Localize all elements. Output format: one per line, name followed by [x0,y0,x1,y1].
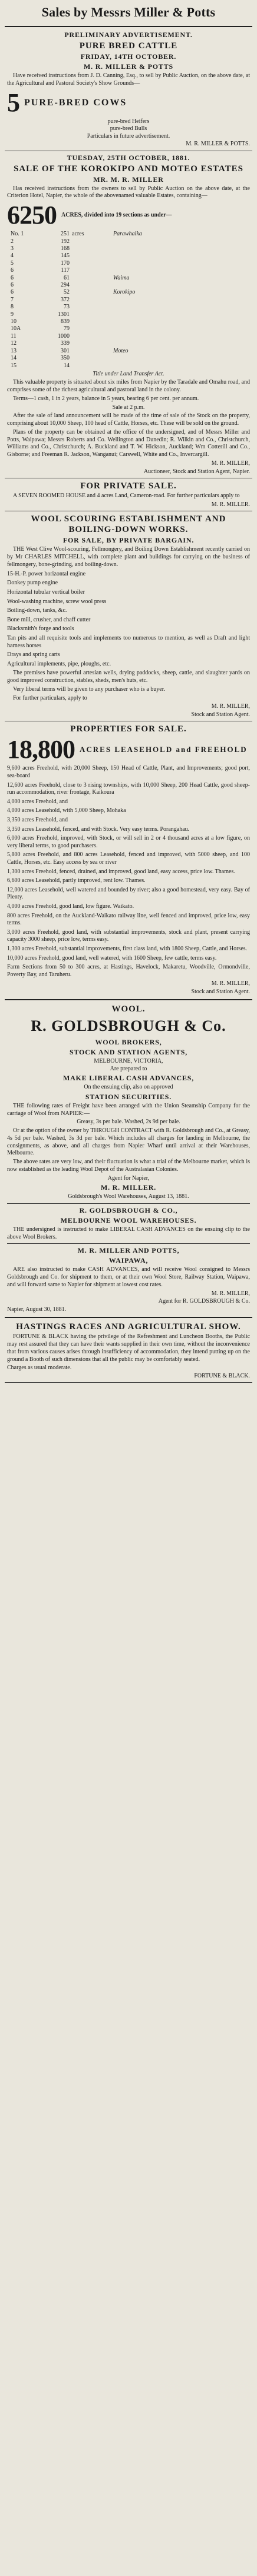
ad-line: M. R. MILLER AND POTTS, [77,1246,180,1255]
ad-title: PROPERTIES FOR SALE. [70,724,187,734]
particulars: Particulars in future advertisement. [87,132,170,139]
lot-location [95,325,113,332]
lot-acres: 117 [61,267,70,274]
private-sale-ad [5,481,252,508]
signature: Stock and Station Agent. [191,711,250,718]
property-item: 9,600 acres Freehold, with 20,000 Sheep, 150 Head of Cattle, Plant, and Improvements; good port, sea-board [7,765,250,780]
equipment-item: Boiling-down, tanks, &c. [7,607,67,614]
lot-number: 9 [11,311,14,318]
lot-unit [70,325,95,332]
preliminary-ad [5,31,252,148]
equipment-item: Agricultural implements, pipe, ploughs, etc. [7,660,111,667]
lot-acres: 839 [61,318,70,325]
lot-number: No. 1 [11,231,24,238]
lot-number: 13 [11,347,17,354]
ad-body: Plans of the property can be obtained at the office of the undersigned, and of Messrs Miller and Potts, Waipawa; Messrs Roberts and Co. Wellington and Dunedin; R. Wilkin and Co., Christchurch, Williams and Co., Christchurch; A. Buckland and T. W. Hickson, Auckland; Wm Cotterill and Co., Gisborne; and Freeman R. Jackson, Wanganui; Carswell, White and Co., Invercargill. [7,428,250,458]
lot-unit [70,355,95,362]
firm-title: R. GOLDSBROUGH & Co. [31,1017,226,1035]
lot-unit [70,318,95,325]
divider [5,1382,252,1383]
lot-row [11,355,250,362]
equipment-item: Blacksmith's forge and tools [7,625,74,633]
lot-acres: 168 [61,245,70,252]
lot-location [95,318,113,325]
lot-location [95,260,113,267]
lot-unit [70,245,95,252]
lot-row [11,252,250,259]
lot-row [11,245,250,252]
lot-acres: 52 [64,289,70,296]
equipment-item: Donkey pump engine [7,580,58,587]
lot-acres: 301 [61,347,70,354]
property-item: 10,000 acres Freehold, good land, well watered, with 1600 Sheep, few cattle, terms easy. [7,954,217,961]
ad-date: FRIDAY, 14TH OCTOBER. [80,52,177,61]
equipment-item: 15-H.-P. power horizontal engine [7,570,86,577]
ad-body: THE undersigned is instructed to make LIBERAL CASH ADVANCES on the ensuing clip to the above Wool Brokers. [7,1226,250,1240]
lot-number: 10 [11,318,17,325]
lot-location [95,267,113,274]
lot-location [95,238,113,245]
property-item: 4,000 acres Leasehold, with 5,000 Sheep, Mohaka [7,807,126,814]
newspaper-column [5,0,252,1383]
ad-line: Goldsbrough's Wool Warehouses, August 13, 1881. [68,1193,189,1200]
property-item: 800 acres Freehold, on the Auckland-Waikato railway line, well fenced and improved, price low, easy terms. [7,912,250,927]
property-item: 3,000 acres Freehold, good land, with substantial improvements, stock and plant, present carrying capacity 3000 sheep, price low, terms easy. [7,928,250,943]
lot-unit [70,238,95,245]
lot-number: 8 [11,304,14,311]
lot-row [11,275,250,282]
signature: M. R. MILLER, [211,460,250,467]
ad-subtitle: FOR SALE, BY PRIVATE BARGAIN. [62,536,195,545]
lot-acres: 350 [61,355,70,362]
lot-unit: acres [72,231,84,238]
lot-row [11,340,250,347]
lot-unit [70,311,95,318]
lot-acres: 1000 [58,332,70,340]
lot-location: Parawhaika [113,231,142,238]
property-item: 5,800 acres Freehold, and 800 acres Leasehold, fenced and improved, with 5000 sheep, and 100 Cattle, Horses, etc. Easy access by sea or river [7,851,250,866]
ad-line: pure-bred Bulls [110,125,147,132]
ad-title: HASTINGS RACES AND AGRICULTURAL SHOW. [16,1322,241,1332]
lot-number: 10A [11,325,21,332]
lot-location [95,282,113,289]
title-note: Title under Land Transfer Act. [93,370,164,377]
divider [5,1317,252,1318]
lot-row [11,318,250,325]
lot-location: Korokipo [113,289,136,296]
big-text: PURE-BRED COWS [24,97,127,108]
headline-row [7,202,250,228]
ad-subtitle: PURE BRED CATTLE [79,41,178,51]
lot-unit [70,252,95,259]
lot-location: Waima [113,274,130,281]
ad-date: TUESDAY, 25TH OCTOBER, 1881. [67,153,190,162]
signature: M. R. MILLER & POTTS. [186,141,250,148]
ad-line: STOCK AND STATION AGENTS, [69,1048,188,1057]
lot-location [95,311,113,318]
property-item: Farm Sections from 50 to 300 acres, at Hastings, Havelock, Makaretu, Woodville, Ormondville, Poverty Bay, and Taruheru. [7,964,250,978]
lot-acres: 192 [61,238,70,245]
item-list [7,571,250,668]
lot-acres: 61 [64,274,70,281]
lot-acres: 372 [61,296,70,303]
ad-line: MAKE LIBERAL CASH ADVANCES, [62,1074,195,1083]
lot-row [11,289,250,296]
lot-unit [70,289,95,296]
property-item: 6,000 acres Freehold, improved, with Stock, or will sell in 2 or 4 thousand acres at a low figure, on very liberal terms, to good purchasers. [7,835,250,849]
ad-body: FORTUNE & BLACK having the privilege of the Refreshment and Luncheon Booths, the Public may rest assured that they can have their wants supplied in their own time, without the inconvenience that from various causes arises through insufficiency of accommodation, they intend putting up on the ground a Booth of such dimensions that all the public may be comfortably seated. [7,1333,250,1363]
divider [7,1243,250,1244]
headline-row [7,90,250,116]
lot-location [95,252,113,259]
equipment-item: Bone mill, crusher, and chaff cutter [7,616,91,623]
divider [5,999,252,1000]
lot-acres: 145 [61,252,70,259]
rates: Greasy, 3s per bale. Washed, 2s 9d per bale. [77,1119,180,1126]
hastings-races-ad [5,1322,252,1380]
ad-body: ARE also instructed to make CASH ADVANCES, and will receive Wool consigned to Messrs Goldsbrough and Co. for shipment to them, or at their own Wool Store, Railway Station, Waipawa, and will forward same to Napier for shipment at lowest cost rates. [7,1266,250,1288]
lot-number: 6 [11,289,14,296]
signature: M. R. MILLER, [211,1290,250,1297]
signature: M. R. MILLER, [211,703,250,710]
big-text: ACRES LEASEHOLD and FREEHOLD [80,745,248,754]
signature: FORTUNE & BLACK. [194,1372,250,1379]
lot-number: 2 [11,238,14,245]
lot-acres: 251 [61,231,70,238]
agent-name: M. R. MILLER. [100,1183,157,1192]
lot-number: 7 [11,296,14,303]
ad-title: SALE OF THE KOROKIPO AND MOTEO ESTATES [13,164,244,174]
lot-acres: 294 [61,282,70,289]
equipment-item: Wool-washing machine, screw wool press [7,598,107,605]
equipment-item: Drays and spring carts [7,651,60,658]
signature: M. R. MILLER. [211,501,250,508]
lot-row [11,311,250,318]
lot-number: 12 [11,340,17,347]
lot-location [95,355,113,362]
terms: Terms—1 cash, 1 in 2 years, balance in 5 years, bearing 6 per cent. per annum. [13,395,199,402]
ad-line: On the ensuing clip, also on approved [84,1084,173,1091]
lot-row [11,304,250,311]
ad-body: The above rates are very low, and their fluctuation is what a trial of the Melbourne market, which is now established as the leading Wool Depot of the Australasian Colonies. [7,1159,250,1173]
property-item: 4,000 acres Freehold, good land, low figure. Waikato. [7,903,134,910]
lot-number: 14 [11,355,17,362]
lot-number: 4 [11,252,14,259]
sale-time: Sale at 2 p.m. [112,404,145,411]
lot-unit [70,304,95,311]
lot-number: 5 [11,259,14,267]
charges: Charges as usual moderate. [7,1364,72,1372]
ad-body: Very liberal terms will be given to any purchaser who is a buyer. [13,685,165,693]
big-text: ACRES, divided into 19 sections as under— [61,211,172,218]
lot-number: 6 [11,274,14,281]
ad-body: THE West Clive Wool-scouring, Fellmongery, and Boiling Down Establishment recently carried on by Mr CHARLES MITCHELL, with complete plant and buildings for carrying on the business of fellmongery, bone-grinding, and boiling-down. [7,546,250,568]
lot-number: 11 [11,332,17,340]
ad-body: The premises have powerful artesian wells, drying paddocks, sheep, cattle, and slaughter yards on good improved construction, stables, sheds, men's huts, etc. [7,670,250,684]
lot-unit [70,275,95,282]
lots-list [11,231,250,370]
equipment-item: Horizontal tubular vertical boiler [7,588,85,595]
ad-line: WAIPAWA, [108,1256,149,1265]
signature: M. R. MILLER, [211,980,250,987]
lot-unit [70,348,95,355]
lot-location [95,304,113,311]
property-item: 3,350 acres Freehold, and [7,817,68,824]
equipment-item: Tan pits and all requisite tools and implements too numerous to mention, as well as Draft and light harness horses [7,634,250,649]
lot-row [11,297,250,304]
masthead: Sales by Messrs Miller & Potts [41,5,216,19]
property-item: 4,000 acres Freehold, and [7,798,68,805]
property-item: 6,600 acres Leasehold, partly improved, rent low. Thames. [7,877,146,884]
property-list [7,765,250,979]
ad-firm: MR. M. R. MILLER [93,175,164,184]
lot-unit [70,333,95,340]
lot-location [95,340,113,347]
korokipo-sale-ad [5,154,252,475]
lot-acres: 170 [61,259,70,267]
lot-number: 3 [11,245,14,252]
lot-row [11,362,250,370]
lot-number: 6 [11,282,14,289]
ad-body: After the sale of land announcement will be made of the time of sale of the Stock on the property, comprising about 10,000 Sheep, 100 head of Cattle, Horses, etc. These will be sold on the ground. [7,412,250,427]
lot-row [11,238,250,245]
divider [7,1203,250,1204]
properties-ad [5,724,252,996]
lot-unit [70,297,95,304]
ad-body: A SEVEN ROOMED HOUSE and 4 acres Land, Cameron-road. For further particulars apply to [13,492,240,500]
lot-unit [70,362,95,370]
headline-row [7,737,250,763]
lot-acres: 73 [64,304,70,311]
lot-acres: 14 [64,362,70,369]
lot-row [11,348,250,355]
lot-location: Moteo [113,347,128,354]
big-number: 18,800 [7,735,75,764]
agent-label: Agent for Napier, [107,1174,150,1182]
lot-acres: 79 [64,325,70,332]
signature: Stock and Station Agent. [191,988,250,995]
property-item: 12,600 acres Freehold, close to 3 rising townships, with 10,000 Sheep, 200 Head Cattle, good sheep-run accommodation, river frontage, Kaikoura [7,781,250,796]
lot-unit [70,340,95,347]
ad-body: For further particulars, apply to [13,694,87,701]
lot-unit [70,260,95,267]
wool-scouring-ad [5,514,252,718]
signature: Auctioneer, Stock and Station Agent, Napier. [143,468,250,475]
lot-row [11,267,250,274]
ad-firm: M. R. MILLER & POTTS [83,62,173,71]
lot-acres: 1301 [58,311,70,318]
property-item: 3,350 acres Leasehold, fenced, and with Stock. Very easy terms. Porangahau. [7,826,190,833]
big-number: 5 [7,88,19,117]
big-number: 6250 [7,201,57,230]
ad-body: THE following rates of Freight have been arranged with the Union Steamship Company for the carriage of Wool from NAPIER:— [7,1102,250,1117]
lot-number: 15 [11,362,17,369]
ad-line: MELBOURNE, VICTORIA, [94,1058,163,1065]
lot-location [95,362,113,370]
lot-row [11,282,250,289]
ad-line: pure-bred Heifers [107,118,150,125]
ad-date: Napier, August 30, 1881. [7,1306,67,1313]
ad-line: MELBOURNE WOOL WAREHOUSES. [60,1216,197,1224]
ad-title: FOR PRIVATE SALE. [80,481,177,491]
signature: Agent for R. GOLDSBROUGH & Co. [158,1298,250,1305]
lot-acres: 339 [61,340,70,347]
wool-brokers-ad [5,1004,252,1313]
ad-body: Or at the option of the owner by THROUGH CONTRACT with R. Goldsbrough and Co., at Greasy, 4s 5d per bale. Washed, 3s 3d per bale. Which includes all charges for landing in Melbourne, the consignments, as above, and all charges from Napier Wharf until arrival at their Warehouses, Melbourne. [7,1127,250,1157]
lot-row [11,260,250,267]
lot-row [11,231,250,238]
lot-location [95,245,113,252]
lot-unit [70,282,95,289]
lot-location [95,333,113,340]
ad-body: This valuable property is situated about six miles from Napier by the Taradale and Omahu road, and comprises some of the richest agricultural and pastoral land in the colony. [7,379,250,394]
ad-line: R. GOLDSBROUGH & CO., [79,1206,178,1214]
ad-title: WOOL. [111,1004,146,1014]
divider [5,26,252,27]
property-item: 12,000 acres Leasehold, well watered and bounded by river; also a good homestead, very easy. Bay of Plenty. [7,886,250,901]
ad-title: PRELIMINARY ADVERTISEMENT. [64,31,193,39]
ad-line: Are prepared to [110,1065,147,1072]
property-item: 1,300 acres Freehold, substantial improvements, first class land, with 1800 Sheep, Cattle, and Horses. [7,945,248,952]
property-item: 1,300 acres Freehold, fenced, drained, and improved, good land, easy access, price low. Thames. [7,868,235,875]
lot-number: 6 [11,267,14,274]
lot-unit [70,267,95,274]
ad-line: WOOL BROKERS, [95,1038,162,1047]
ad-body: Have received instructions from J. D. Canning, Esq., to sell by Public Auction, on the above date, at the Agricultural and Pastoral Society's Show Grounds— [7,72,250,86]
lot-location [95,297,113,304]
ad-line: STATION SECURITIES. [85,1092,172,1101]
lot-row [11,333,250,340]
ad-title: WOOL SCOURING ESTABLISHMENT AND BOILING-DOWN WORKS. [31,514,226,535]
lot-row [11,325,250,332]
ad-body: Has received instructions from the owners to sell by Public Auction on the above date, at the Criterion Hotel, Napier, the whole of the abovenamed valuable Estates, containing— [7,185,250,199]
